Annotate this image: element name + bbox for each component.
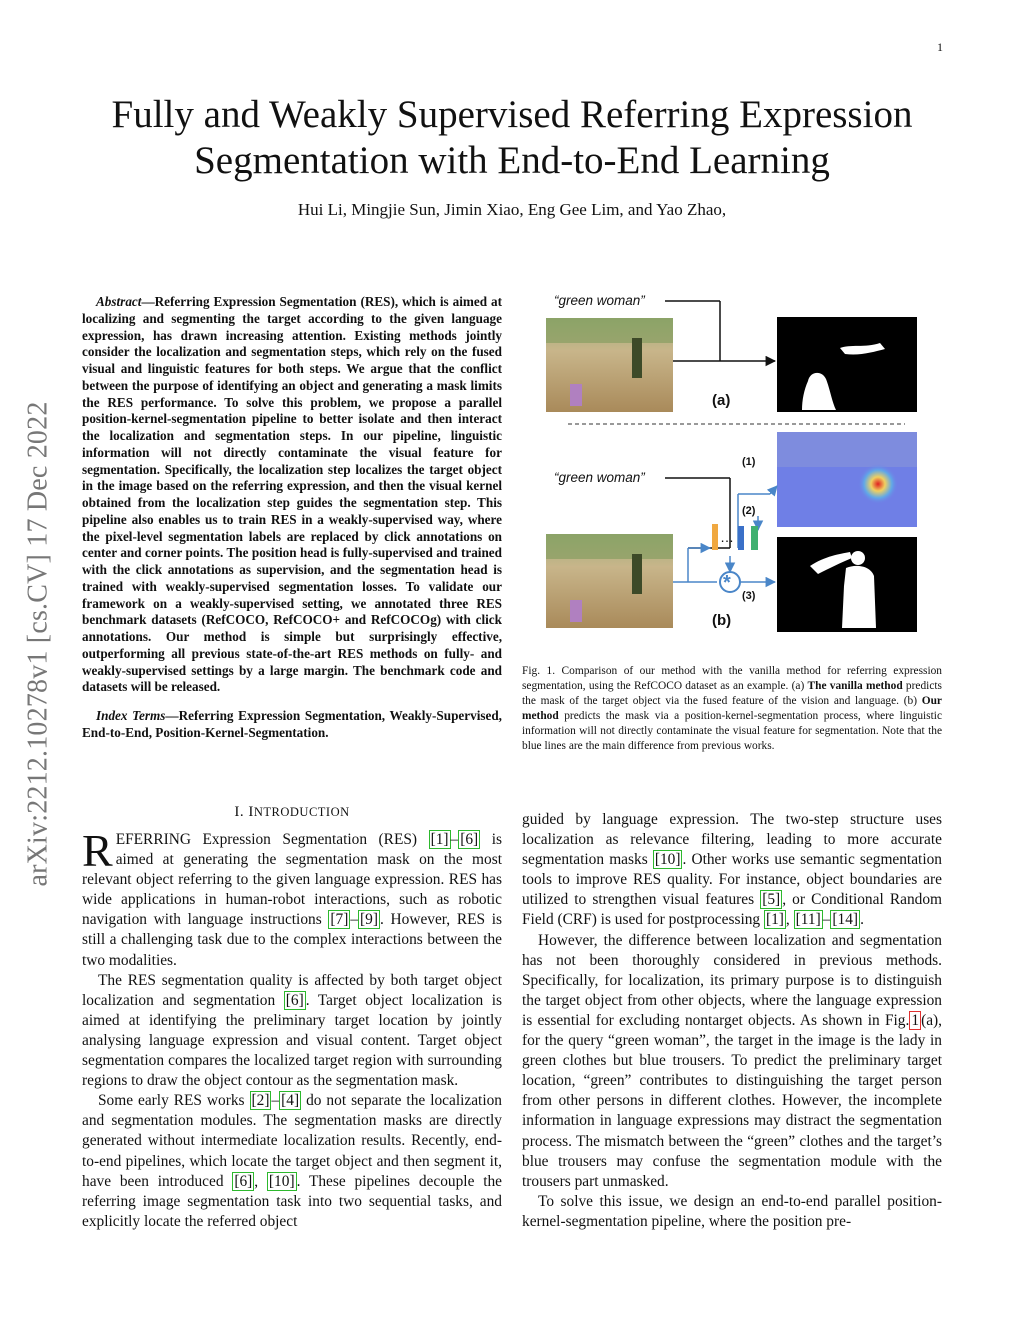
paper-title: Fully and Weakly Supervised Referring Expression Segmentation with End-to-End Learning (111, 93, 913, 182)
step-label-1: (1) (742, 456, 756, 468)
kernel-ellipsis: … (720, 529, 734, 545)
index-terms-text: —Referring Expression Segmentation, Weakly-Supervised, End-to-End, Position-Kernel-Segmentation. (82, 708, 502, 740)
intro-separator: , (254, 1172, 267, 1190)
asterisk-icon: * (723, 572, 731, 594)
citation-link[interactable]: [10] (268, 1172, 295, 1190)
drop-cap: R (82, 825, 113, 876)
introduction-left-column (82, 825, 502, 1232)
image-b-child (570, 600, 582, 622)
heatmap-peak (858, 464, 898, 504)
caption-mid: predicts the mask of the target object via the fused feature of the vision and language. (b) (522, 679, 942, 707)
caption-bold-ours: Our method (522, 694, 942, 722)
caption-prefix: Fig. 1. Comparison of our method with the vanilla method for referring expression segmentation, using the RefCOCO dataset as an example. (a) (522, 665, 942, 692)
image-b-trees (546, 534, 673, 559)
citation-link[interactable]: [4] (281, 1092, 300, 1110)
introduction-right-column (522, 810, 942, 1232)
right-p1-text-c: , or Conditional Random Field (CRF) is used for postprocessing (522, 891, 942, 929)
figure-1-caption (522, 664, 942, 753)
intro-dash: – (450, 831, 459, 848)
intro-dash: – (350, 911, 359, 929)
citation-link[interactable]: [11] (795, 911, 821, 929)
intro-p3-text-a: Some early RES works (98, 1092, 250, 1110)
intro-paragraph-1 (82, 825, 502, 971)
citation-link[interactable]: [9] (360, 911, 378, 929)
blue-arrow-heatmap (770, 486, 777, 494)
label-a: (a) (712, 392, 731, 409)
intro-p3-text-b: do not separate the localization and segmentation modules. The segmentation masks are directly generated without intermediate localization results. Recently, end-to-end pipelines, which locate the target object and then segment it, have been introduced (82, 1092, 502, 1190)
figure-1-diagram (540, 286, 940, 641)
section-title-first: I (248, 804, 254, 820)
kernel-bar-blue (738, 526, 744, 550)
citation-link[interactable]: [6] (460, 831, 479, 848)
citation-link[interactable]: [2] (251, 1092, 270, 1110)
query-text-b: “green woman” (554, 470, 645, 485)
intro-p2-text-b: . Target object localization is aimed at identifying the preliminary target location by jointly analysing language expression and visual content. Target object segmentation compares the localized target region with surrounding regions to draw the object contour as the segmentation mask. (82, 991, 502, 1090)
abstract-label: Abstract (96, 294, 142, 309)
citation-link[interactable]: [10] (654, 851, 681, 869)
mask-b-body (842, 566, 876, 628)
image-a-child (570, 384, 582, 406)
mask-b-head (851, 551, 865, 565)
heatmap-background (777, 432, 917, 467)
arxiv-identifier-text: arXiv:2212.10278v1 [cs.CV] 17 Dec 2022 (23, 401, 55, 887)
intro-paragraph-2 (82, 971, 502, 1092)
citation-link[interactable]: [5] (762, 891, 781, 909)
figure-1 (540, 286, 940, 641)
abstract (82, 294, 502, 742)
intro-p1-text-b: is aimed at generating the segmentation mask on the most relevant object referring to the given language expression. RES has wide applications in human-robot interactions, such as robotic navigation with language instructions (82, 831, 502, 929)
figure-reference-link[interactable]: 1 (911, 1011, 920, 1029)
intro-p3-text-c: . These pipelines decouple the referring image segmentation task into two sequential tasks, and explicitly locate the referred object (82, 1172, 502, 1230)
intro-paragraph-3 (82, 1091, 502, 1232)
label-b: (b) (712, 612, 732, 629)
citation-link[interactable]: [6] (285, 991, 304, 1009)
right-p2-text-a: However, the difference between localization and segmentation has not been thoroughly considered in previous methods. Specifically, for localization, its primary purpose is to distinguish the target object from other objects, where the language expression is essential for excluding nontarget objects. As shown in Fig. (522, 931, 942, 1029)
citation-link[interactable]: [1] (430, 831, 449, 848)
page-number: 1 (937, 40, 943, 54)
kernel-bar-green (751, 526, 758, 550)
citation-link[interactable]: [7] (330, 911, 349, 929)
citation-link[interactable]: [6] (234, 1172, 253, 1190)
step-label-2: (2) (742, 505, 756, 517)
image-b-person (632, 554, 642, 594)
intro-p2-text-a: The RES segmentation quality is affected by both target object localization and segmentation (82, 971, 502, 1009)
right-paragraph-1 (522, 810, 942, 931)
right-p1-text-d: . (860, 911, 864, 929)
caption-end: predicts the mask via a position-kernel-segmentation process, where linguistic information will not directly contaminate the visual feature for segmentation. Note that the blue lines are the main difference from previous works. (522, 709, 942, 752)
citation-link[interactable]: [1] (765, 911, 784, 929)
arxiv-identifier (23, 348, 55, 940)
query-text-a: “green woman” (554, 293, 645, 308)
image-a-trees (546, 318, 673, 343)
step-label-3: (3) (742, 590, 756, 602)
section-title-rest: NTRODUCTION (253, 805, 350, 819)
author-list: Hui Li, Mingjie Sun, Jimin Xiao, Eng Gee Lim, and Yao Zhao, (297, 200, 727, 219)
right-p1-text-a: guided by language expression. The two-step structure uses localization as relevance filtering, leading to more accurate segmentation masks (522, 811, 942, 869)
intro-p1-text-c: . However, RES is still a challenging task due to the complex interactions between the two modalities. (82, 911, 502, 969)
intro-dash: – (271, 1092, 280, 1110)
right-paragraph-2 (522, 931, 942, 1192)
right-p2-text-b: (a), for the query “green woman”, the target in the image is the lady in green clothes but blue trousers. To predict the preliminary target location, “green” contributes to distinguishing the target person from other persons in different clothes. However, the incomplete information in language expressions may distract the segmentation process. The mismatch between the “green” clothes and the target’s blue trousers may confuse the segmentation module with the trousers part unmasked. (522, 1011, 942, 1190)
section-numeral: I. (234, 804, 249, 820)
index-terms-label: Index Terms (96, 708, 166, 723)
image-a-person (632, 338, 642, 378)
right-p1-text-b: . Other works use semantic segmentation tools to improve RES quality. For instance, object boundaries are utilized to strengthen visual features (522, 851, 942, 909)
kernel-bar-orange (712, 524, 718, 550)
right-separator: , (785, 911, 794, 929)
right-paragraph-3: To solve this issue, we design an end-to-end parallel position-kernel-segmentation pipeline, where the position pre- (522, 1192, 942, 1230)
abstract-paragraph (82, 294, 502, 696)
abstract-text: —Referring Expression Segmentation (RES), which is aimed at localizing and segmenting the target according to the given language expression, has drawn increasing attention. Existing methods jointly consider the localization and segmentation steps, which rely on the fused visual and linguistic features for both steps. We argue that the conflict between the purpose of identifying an object and generating a mask limits the RES performance. To solve this problem, we propose a parallel position-kernel-segmentation pipeline to better isolate and then interact the localization and segmentation steps. In our pipeline, linguistic information will not directly contaminate the visual feature for segmentation. Specifically, the localization step localizes the target object in the image based on the referring expression, and then the visual kernel obtained from the localization step guides the segmentation step. This pipeline also enables us to train RES in a weakly-supervised way, where the pixel-level segmentation labels are replaced by click annotations on center and corner points. The position head is fully-supervised and trained with the click annotations as supervision, and the segmentation head is trained with weakly-supervised segmentation losses. To validate our framework on a weakly-supervised setting, we annotated three RES benchmark datasets (RefCOCO, RefCOCO+ and RefCOCOg) with click annotations. Our method is simple but surprisingly effective, outperforming all previous state-of-the-art RES methods on fully- and weakly-supervised settings by a large margin. The benchmark code and datasets will be released. (82, 294, 502, 695)
index-terms (82, 708, 502, 742)
caption-bold-vanilla: The vanilla method (807, 679, 903, 692)
mask-output-a (777, 317, 917, 412)
right-dash: – (822, 911, 831, 929)
intro-p1-text-a: EFERRING Expression Segmentation (RES) (115, 831, 429, 848)
citation-link[interactable]: [14] (832, 911, 859, 929)
section-heading-introduction (82, 804, 502, 821)
